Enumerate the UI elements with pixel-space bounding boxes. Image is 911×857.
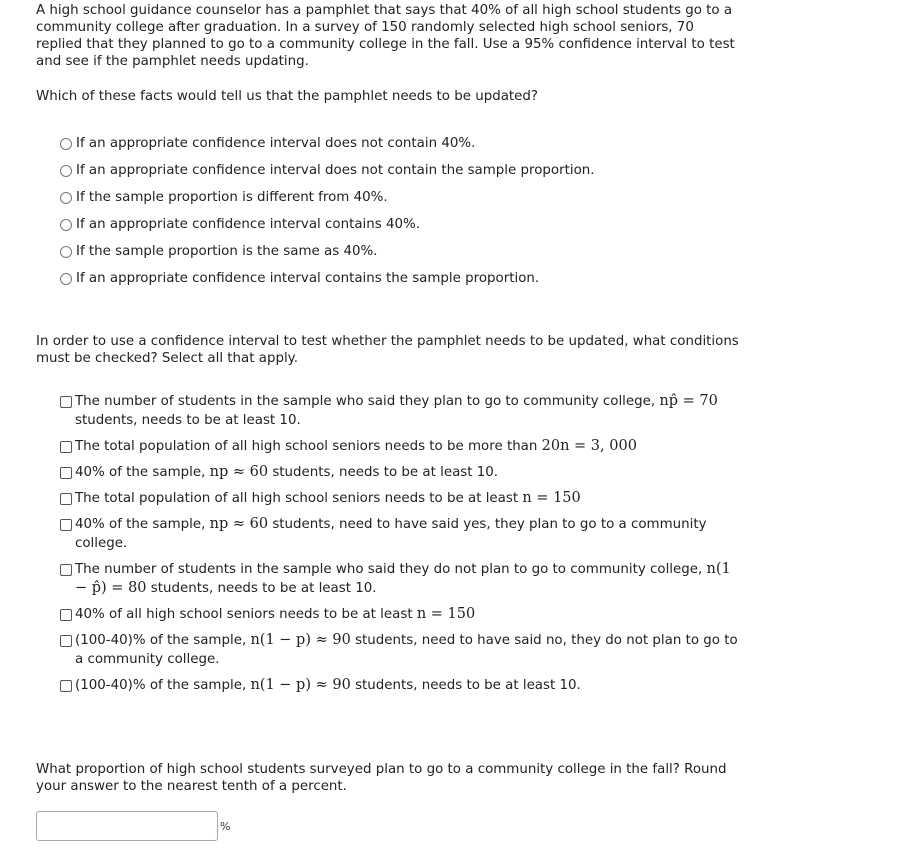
radio-button[interactable] [60,165,72,177]
checkbox-option-label [75,605,740,624]
radio-option-5[interactable] [60,238,740,265]
question-2-options [60,392,740,702]
checkbox-option-6[interactable] [60,560,740,598]
checkbox-option-7[interactable] [60,605,740,624]
problem-page [36,2,741,833]
radio-option-3[interactable] [60,184,740,211]
option-text: The total population of all high school seniors needs to be more than [75,439,542,454]
checkbox-option-9[interactable] [60,676,740,695]
checkbox-option-label [75,437,740,456]
question-2-prompt: In order to use a confidence interval to test whether the pamphlet needs to be updated, what conditions must be checked? Select all that apply. [36,334,739,366]
checkbox-option-label [75,676,740,695]
proportion-answer-input[interactable] [36,811,218,841]
problem-intro: A high school guidance counselor has a pamphlet that says that 40% of all high school students go to a community college after graduation. In a survey of 150 randomly selected high school seniors, 70 replied that they planned to go to a community college in the fall. Use a 95% confidence interval to test and see if the pamphlet needs updating. [36,3,735,69]
option-text: (100-40)% of the sample, [75,633,251,648]
checkbox[interactable] [60,493,72,505]
checkbox[interactable] [60,396,72,408]
radio-option-label: If the sample proportion is the same as 40%. [76,244,378,259]
checkbox-option-8[interactable] [60,631,740,669]
math-expression: 20n = 3, 000 [541,438,637,454]
checkbox-option-label [75,515,740,553]
radio-option-6[interactable] [60,265,740,292]
option-text: The number of students in the sample who said they plan to go to community college, [75,394,660,409]
radio-option-label: If an appropriate confidence interval contains 40%. [76,217,420,232]
radio-option-label: If an appropriate confidence interval contains the sample proportion. [76,271,540,286]
checkbox[interactable] [60,441,72,453]
math-expression: n(1 − p) ≈ 90 [250,677,351,693]
math-expression: n(1 − p) ≈ 90 [250,632,351,648]
math-expression: n = 150 [522,490,581,506]
option-text: 40% of the sample, [75,517,210,532]
option-text: 40% of all high school seniors needs to be at least [75,607,417,622]
answer-row [36,811,230,841]
radio-option-4[interactable] [60,211,740,238]
option-text: students, needs to be at least 10. [75,413,301,428]
checkbox-option-label [75,489,740,508]
option-text: (100-40)% of the sample, [75,678,251,693]
option-text: students, need to have said yes, they plan to go to a community college. [75,517,707,551]
option-text: students, needs to be at least 10. [268,465,499,480]
radio-button[interactable] [60,192,72,204]
option-text: 40% of the sample, [75,465,210,480]
option-text: students, needs to be at least 10. [146,581,377,596]
option-text: The total population of all high school seniors needs to be at least [75,491,523,506]
percent-unit: % [220,819,231,833]
checkbox[interactable] [60,467,72,479]
checkbox-option-3[interactable] [60,463,740,482]
math-expression: np̂ = 70 [659,393,718,409]
option-text: students, need to have said no, they do not plan to go to a community college. [75,633,738,667]
checkbox[interactable] [60,564,72,576]
checkbox-option-5[interactable] [60,515,740,553]
math-expression: np ≈ 60 [209,516,269,532]
option-text: students, needs to be at least 10. [350,678,581,693]
math-expression: np ≈ 60 [209,464,269,480]
option-text: The number of students in the sample who said they do not plan to go to community college, [75,562,707,577]
radio-option-1[interactable] [60,130,740,157]
question-1-prompt: Which of these facts would tell us that the pamphlet needs to be updated? [36,89,539,104]
checkbox-option-1[interactable] [60,392,740,430]
question-1-options [60,130,740,292]
math-expression: n(1 − p̂) = 80 [75,561,731,596]
checkbox[interactable] [60,680,72,692]
radio-button[interactable] [60,273,72,285]
checkbox[interactable] [60,519,72,531]
checkbox-option-label [75,560,740,598]
checkbox[interactable] [60,609,72,621]
radio-option-label: If an appropriate confidence interval does not contain the sample proportion. [76,163,595,178]
checkbox-option-label [75,631,740,669]
radio-button[interactable] [60,138,72,150]
radio-option-2[interactable] [60,157,740,184]
checkbox-option-label [75,463,740,482]
math-expression: n = 150 [416,606,476,622]
radio-button[interactable] [60,219,72,231]
checkbox-option-4[interactable] [60,489,740,508]
checkbox-option-label [75,392,740,430]
radio-button[interactable] [60,246,72,258]
checkbox[interactable] [60,635,72,647]
question-3-prompt: What proportion of high school students surveyed plan to go to a community college in the fall? Round your answer to the nearest tenth of a percent. [36,762,727,794]
radio-option-label: If the sample proportion is different from 40%. [76,190,388,205]
checkbox-option-2[interactable] [60,437,740,456]
radio-option-label: If an appropriate confidence interval does not contain 40%. [76,136,476,151]
